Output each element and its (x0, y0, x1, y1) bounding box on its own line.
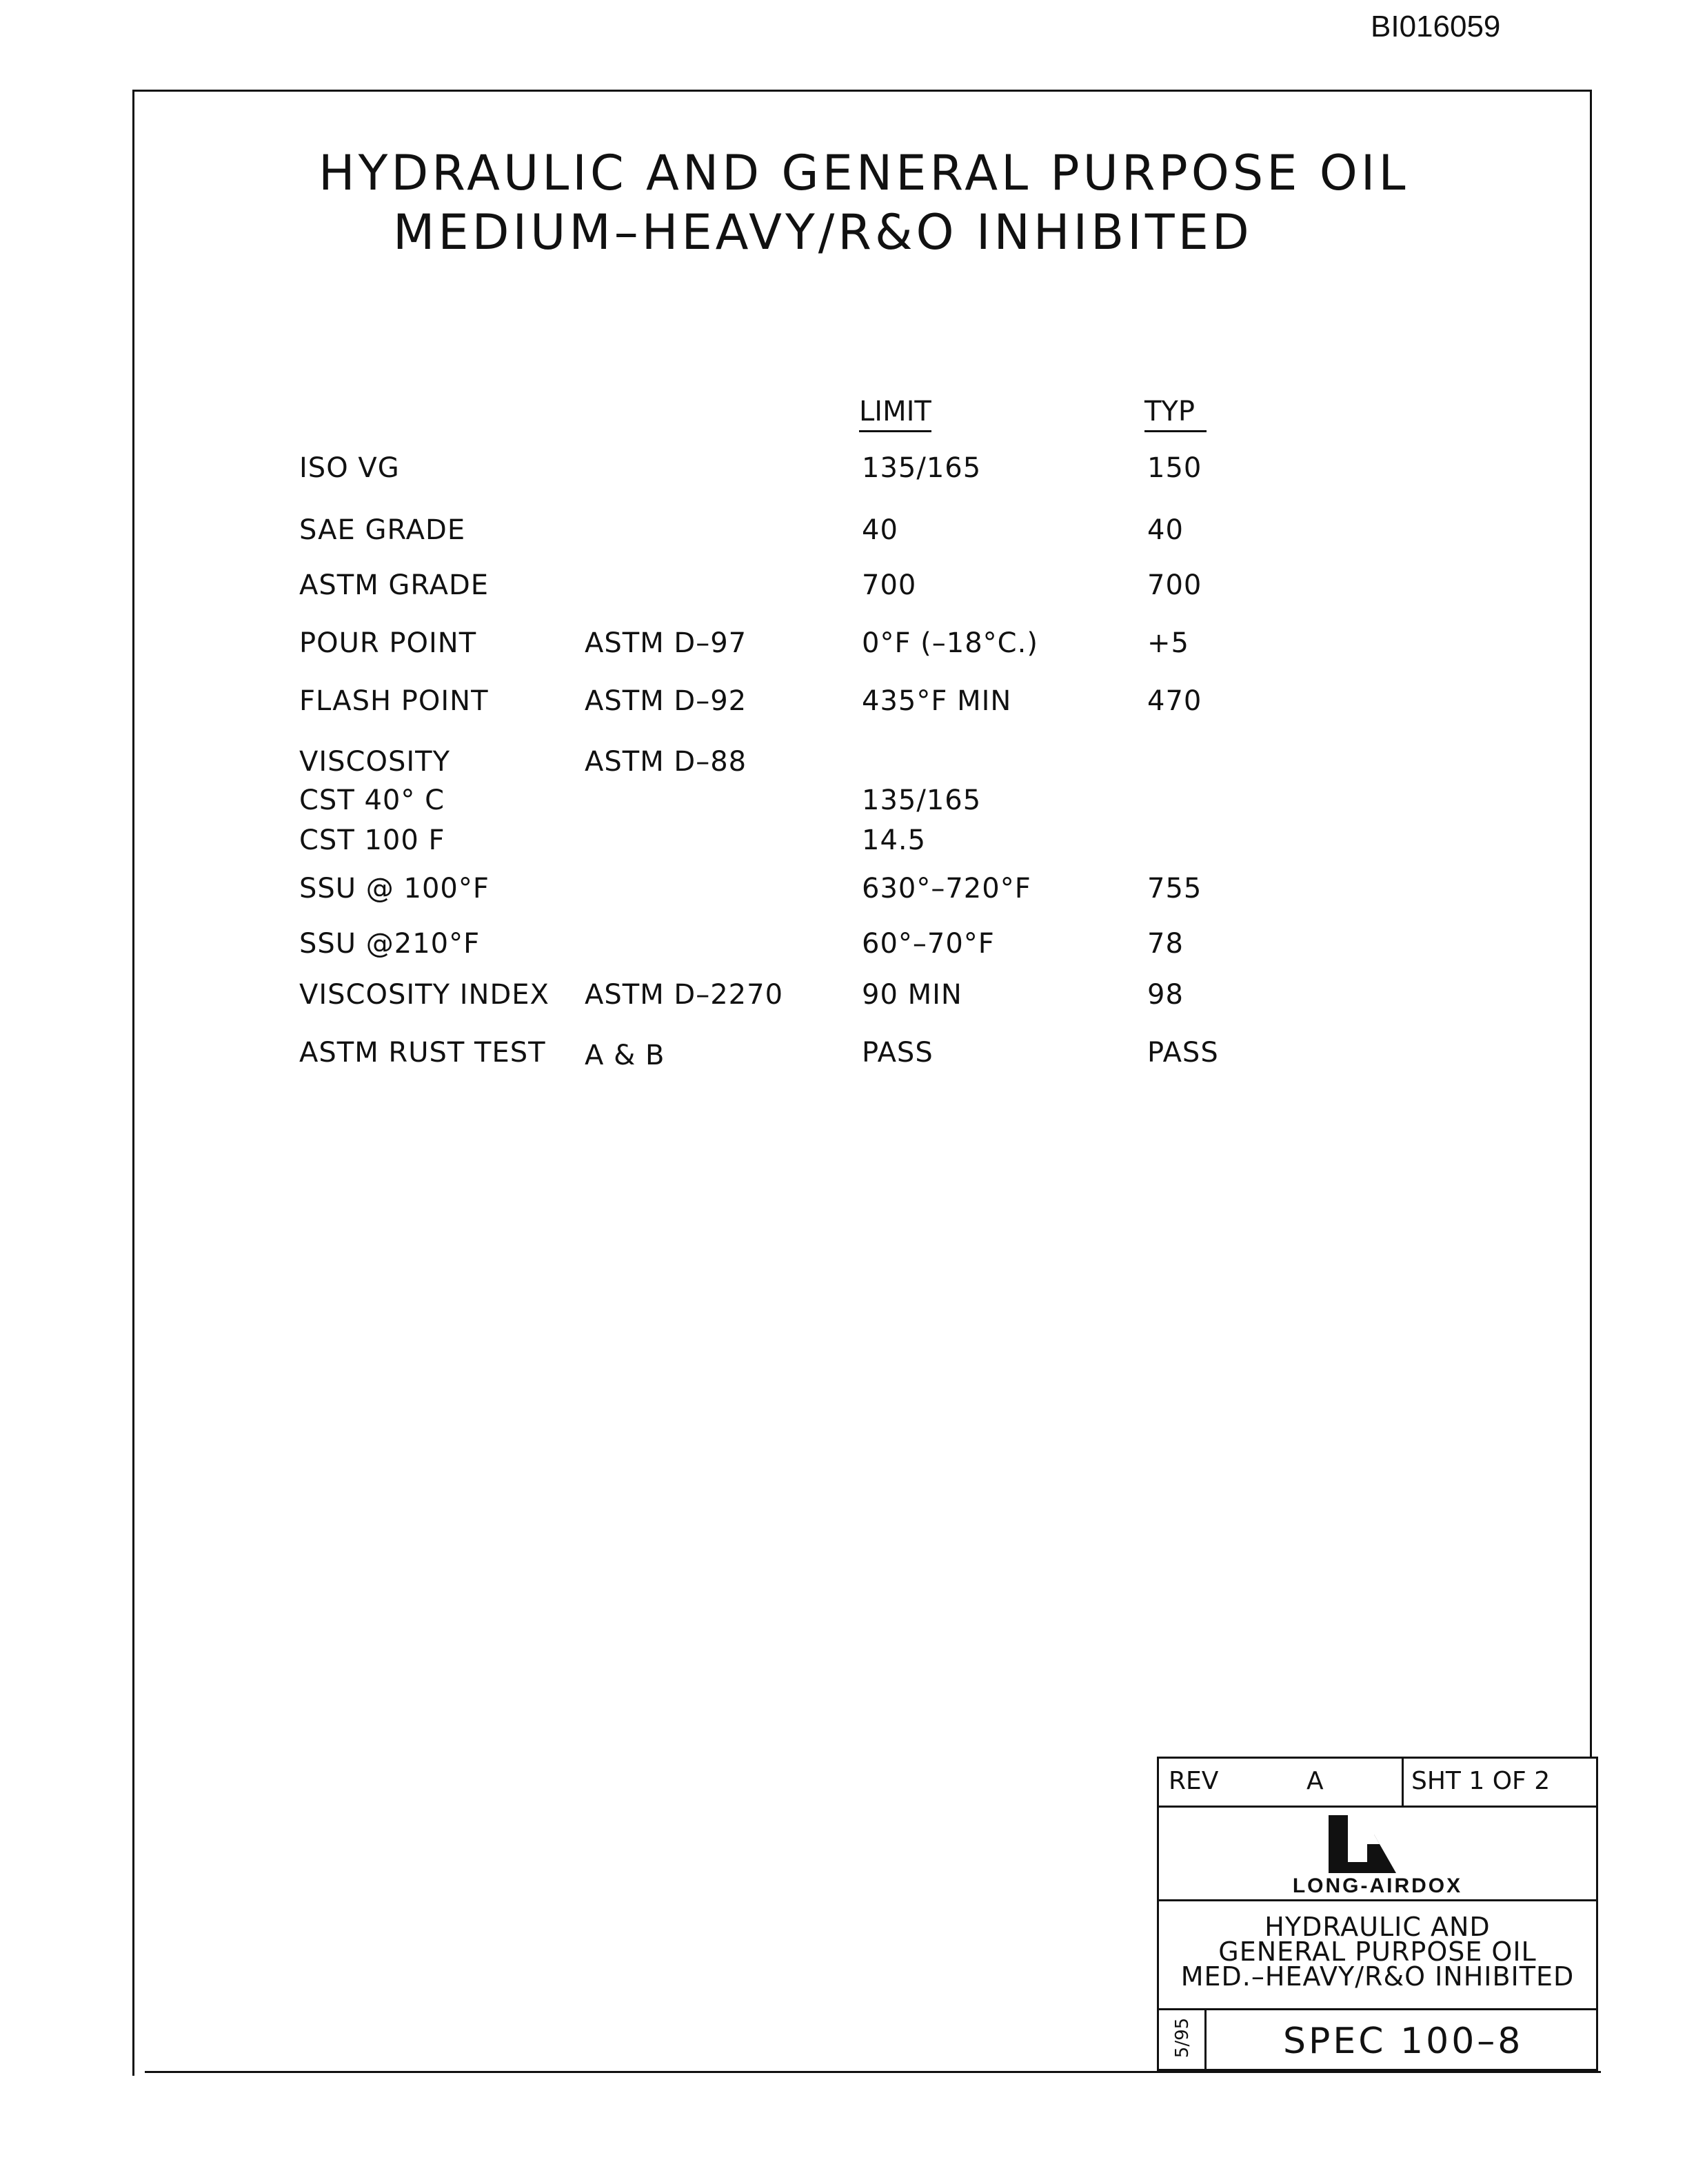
document-title-line1: HYDRAULIC AND GENERAL PURPOSE OIL (319, 145, 1409, 201)
property-name: SAE GRADE (299, 514, 466, 546)
limit-value: 0°F (–18°C.) (862, 627, 1038, 659)
limit-value: 435°F MIN (862, 685, 1012, 717)
property-name: ISO VG (299, 452, 400, 484)
typical-value: 98 (1147, 979, 1184, 1011)
property-name: SSU @210°F (299, 928, 481, 960)
limit-value: PASS (862, 1037, 934, 1069)
property-name: ASTM RUST TEST (299, 1037, 546, 1069)
revision-date: 5/95 (1172, 2017, 1193, 2059)
description-line2: GENERAL PURPOSE OIL (1218, 1937, 1537, 1967)
limit-value: 135/165 (862, 785, 982, 816)
test-method: A & B (585, 1040, 665, 1071)
property-name: FLASH POINT (299, 685, 489, 717)
company-logo-area (1159, 1806, 1596, 1901)
typical-value: 150 (1147, 452, 1202, 484)
limit-value: 700 (862, 569, 917, 601)
document-id: BI016059 (1371, 10, 1501, 43)
limit-value: 60°–70°F (862, 928, 995, 960)
typical-value: 700 (1147, 569, 1202, 601)
typical-value: PASS (1147, 1037, 1219, 1069)
typical-value: +5 (1147, 627, 1189, 659)
revision-value: A (1306, 1767, 1324, 1795)
description-line1: HYDRAULIC AND (1264, 1912, 1491, 1942)
test-method: ASTM D–97 (585, 627, 747, 659)
typical-value: 470 (1147, 685, 1202, 717)
description-line3: MED.–HEAVY/R&O INHIBITED (1180, 1961, 1575, 1992)
property-name: POUR POINT (299, 627, 477, 659)
limit-value: 135/165 (862, 452, 982, 484)
document-title-line2: MEDIUM–HEAVY/R&O INHIBITED (393, 204, 1253, 261)
frame-border-bottom (145, 2071, 1601, 2073)
title-block (1157, 1757, 1598, 2071)
property-name: CST 40° C (299, 785, 445, 816)
typical-value: 40 (1147, 514, 1184, 546)
limit-value: 14.5 (862, 825, 927, 856)
revision-divider (1402, 1759, 1404, 1806)
frame-border-right (1590, 90, 1592, 1758)
property-name: VISCOSITY INDEX (299, 979, 549, 1011)
property-name: CST 100 F (299, 825, 445, 856)
column-header-typ: TYP (1144, 396, 1207, 432)
sheet-number: SHT 1 OF 2 (1411, 1767, 1551, 1795)
property-name: SSU @ 100°F (299, 873, 490, 904)
column-header-limit: LIMIT (859, 396, 931, 432)
test-method: ASTM D–2270 (585, 979, 784, 1011)
revision-row (1159, 1759, 1596, 1808)
test-method: ASTM D–88 (585, 746, 747, 778)
property-name: ASTM GRADE (299, 569, 490, 601)
title-block-description (1159, 1899, 1596, 2010)
revision-label: REV (1169, 1767, 1219, 1795)
company-logo-icon (1324, 1814, 1400, 1876)
limit-value: 90 MIN (862, 979, 962, 1011)
test-method: ASTM D–92 (585, 685, 747, 717)
limit-value: 40 (862, 514, 898, 546)
limit-value: 630°–720°F (862, 873, 1031, 904)
property-name: VISCOSITY (299, 746, 451, 778)
typical-value: 78 (1147, 928, 1184, 960)
company-name: LONG-AIRDOX (1292, 1874, 1463, 1897)
spec-number: SPEC 100–8 (1283, 2021, 1524, 2062)
typical-value: 755 (1147, 873, 1202, 904)
spec-row (1159, 2008, 1596, 2069)
date-box (1159, 2008, 1207, 2069)
